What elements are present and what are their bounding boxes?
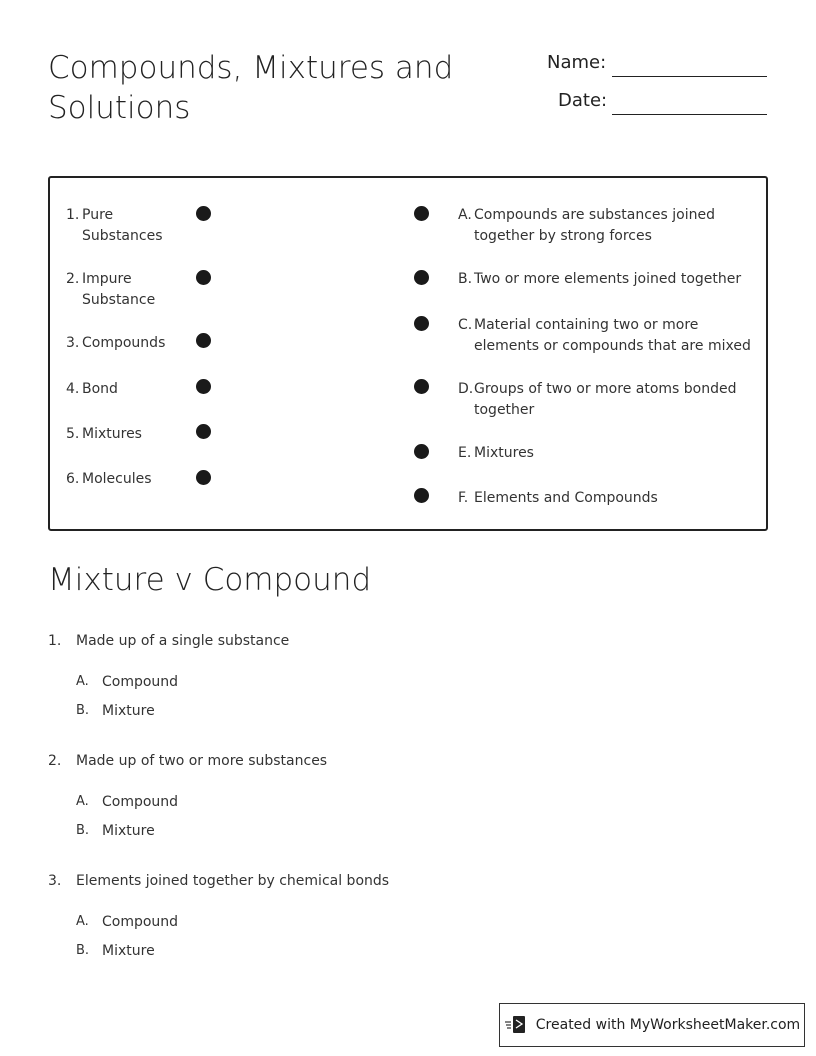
- match-dot-left[interactable]: [196, 379, 211, 394]
- right-definition: [458, 205, 753, 247]
- definition-text: Compounds are substances joined together by strong forces: [474, 207, 715, 244]
- term-number: 3.: [66, 335, 80, 351]
- page-title: Compounds, Mixtures and Solutions: [48, 50, 454, 126]
- option-text[interactable]: Compound: [102, 794, 179, 810]
- left-term: [66, 333, 181, 354]
- match-dot-left[interactable]: [196, 333, 211, 348]
- term-number: 4.: [66, 381, 80, 397]
- left-term: [66, 205, 181, 247]
- match-dot-right[interactable]: [414, 270, 429, 285]
- term-text: Mixtures: [82, 426, 142, 442]
- footer-badge[interactable]: [499, 1003, 805, 1047]
- left-term: [66, 424, 181, 445]
- definition-letter: A.: [458, 207, 472, 223]
- definition-letter: B.: [458, 271, 473, 287]
- term-number: 2.: [66, 271, 80, 287]
- option-text[interactable]: Mixture: [102, 943, 155, 959]
- definition-text: Elements and Compounds: [474, 490, 658, 506]
- match-dot-left[interactable]: [196, 424, 211, 439]
- term-number: 1.: [66, 207, 80, 223]
- option-text[interactable]: Mixture: [102, 703, 155, 719]
- match-dot-left[interactable]: [196, 470, 211, 485]
- definition-letter: D.: [458, 381, 474, 397]
- definition-letter: F.: [458, 490, 469, 506]
- term-number: 6.: [66, 471, 80, 487]
- question-text: Made up of a single substance: [76, 633, 290, 649]
- match-dot-right[interactable]: [414, 206, 429, 221]
- right-definition: [458, 315, 753, 357]
- question-text: Made up of two or more substances: [76, 753, 328, 769]
- question-text: Elements joined together by chemical bonds: [76, 873, 390, 889]
- left-term: [66, 469, 181, 490]
- right-definition: [458, 443, 753, 464]
- question-number: 2.: [48, 753, 62, 769]
- right-definition: [458, 269, 753, 290]
- match-dot-right[interactable]: [414, 379, 429, 394]
- option-text[interactable]: Compound: [102, 914, 179, 930]
- definition-text: Mixtures: [474, 445, 534, 461]
- date-field[interactable]: [612, 96, 767, 115]
- definition-text: Material containing two or more elements or compounds that are mixed: [474, 317, 751, 354]
- term-text: Molecules: [82, 471, 152, 487]
- option-letter[interactable]: A.: [76, 794, 89, 809]
- footer-text: Created with MyWorksheetMaker.com: [535, 1017, 801, 1033]
- term-text: Pure Substances: [82, 207, 163, 244]
- right-definition: [458, 488, 753, 509]
- term-text: Impure Substance: [82, 271, 156, 308]
- left-term: [66, 269, 181, 311]
- term-text: Bond: [82, 381, 118, 397]
- option-letter[interactable]: B.: [76, 943, 90, 958]
- match-dot-left[interactable]: [196, 270, 211, 285]
- worksheet-maker-logo-icon: [504, 1014, 528, 1036]
- question-number: 1.: [48, 633, 62, 649]
- option-text[interactable]: Compound: [102, 674, 179, 690]
- term-number: 5.: [66, 426, 80, 442]
- question-number: 3.: [48, 873, 62, 889]
- date-label: Date:: [558, 90, 608, 111]
- option-letter[interactable]: A.: [76, 914, 89, 929]
- name-field[interactable]: [612, 58, 767, 77]
- match-dot-right[interactable]: [414, 316, 429, 331]
- term-text: Compounds: [82, 335, 166, 351]
- option-letter[interactable]: A.: [76, 674, 89, 689]
- left-term: [66, 379, 181, 400]
- match-dot-right[interactable]: [414, 444, 429, 459]
- definition-letter: C.: [458, 317, 473, 333]
- definition-letter: E.: [458, 445, 472, 461]
- name-label: Name:: [547, 52, 607, 73]
- definition-text: Two or more elements joined together: [474, 271, 742, 287]
- match-dot-left[interactable]: [196, 206, 211, 221]
- definition-text: Groups of two or more atoms bonded together: [474, 381, 737, 418]
- option-letter[interactable]: B.: [76, 823, 90, 838]
- option-text[interactable]: Mixture: [102, 823, 155, 839]
- option-letter[interactable]: B.: [76, 703, 90, 718]
- section-title: Mixture v Compound: [48, 562, 372, 598]
- match-dot-right[interactable]: [414, 488, 429, 503]
- right-definition: [458, 379, 753, 421]
